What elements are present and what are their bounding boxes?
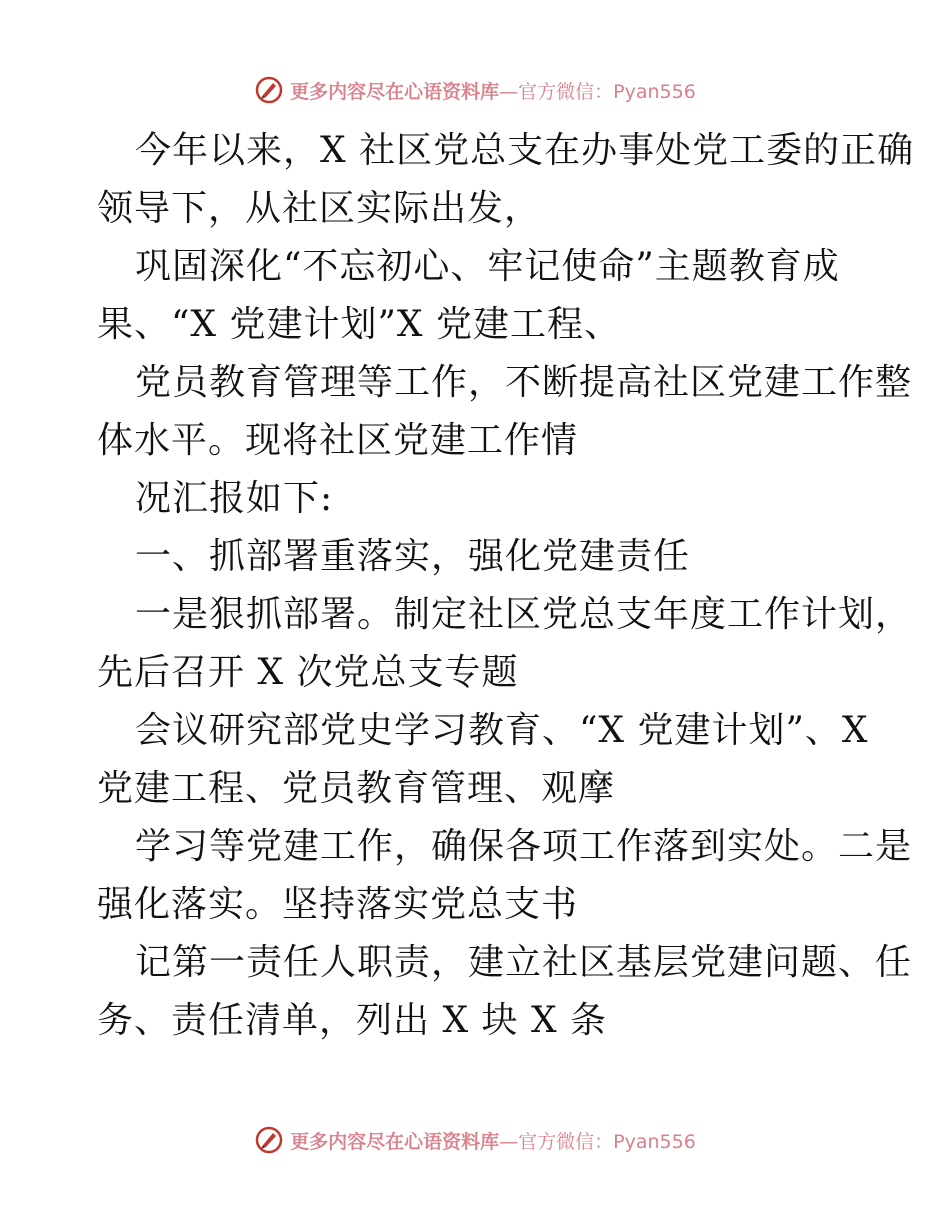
body-line-4: 果、“X 党建计划”X 党建工程、 xyxy=(97,304,621,345)
body-line-12: 党建工程、党员教育管理、观摩 xyxy=(97,768,616,809)
body-line-10: 先后召开 X 次党总支专题 xyxy=(97,652,519,693)
pen-logo-icon xyxy=(254,75,284,105)
footer-brand-text: 更多内容尽在心语资料库 xyxy=(290,1130,500,1153)
body-line-3: 巩固深化“不忘初心、牢记使命”主题教育成 xyxy=(135,246,840,287)
body-line-15: 记第一责任人职责，建立社区基层党建问题、任 xyxy=(135,942,913,983)
header-wechat-text: —官方微信：Pyan556 xyxy=(499,80,696,103)
header-banner xyxy=(0,70,950,110)
footer-banner xyxy=(0,1120,950,1160)
footer-wechat-text: —官方微信：Pyan556 xyxy=(499,1130,696,1153)
body-line-7: 况汇报如下: xyxy=(135,478,334,519)
body-line-9: 一是狠抓部署。制定社区党总支年度工作计划， xyxy=(135,594,913,635)
body-line-6: 体水平。现将社区党建工作情 xyxy=(97,420,579,461)
body-line-5: 党员教育管理等工作，不断提高社区党建工作整 xyxy=(135,362,913,403)
body-line-16: 务、责任清单，列出 X 块 X 条 xyxy=(97,1000,608,1041)
pen-logo-icon xyxy=(254,1125,284,1155)
body-line-2: 领导下，从社区实际出发， xyxy=(97,188,542,229)
body-line-14: 强化落实。坚持落实党总支书 xyxy=(97,884,579,925)
body-line-1: 今年以来，X 社区党总支在办事处党工委的正确 xyxy=(135,130,915,171)
body-line-11: 会议研究部党史学习教育、“X 党建计划”、X xyxy=(135,710,869,751)
section-heading-1: 一、抓部署重落实，强化党建责任 xyxy=(135,536,691,577)
body-line-13: 学习等党建工作，确保各项工作落到实处。二是 xyxy=(135,826,913,867)
document-body xyxy=(97,122,915,1050)
header-brand-text: 更多内容尽在心语资料库 xyxy=(290,80,500,103)
